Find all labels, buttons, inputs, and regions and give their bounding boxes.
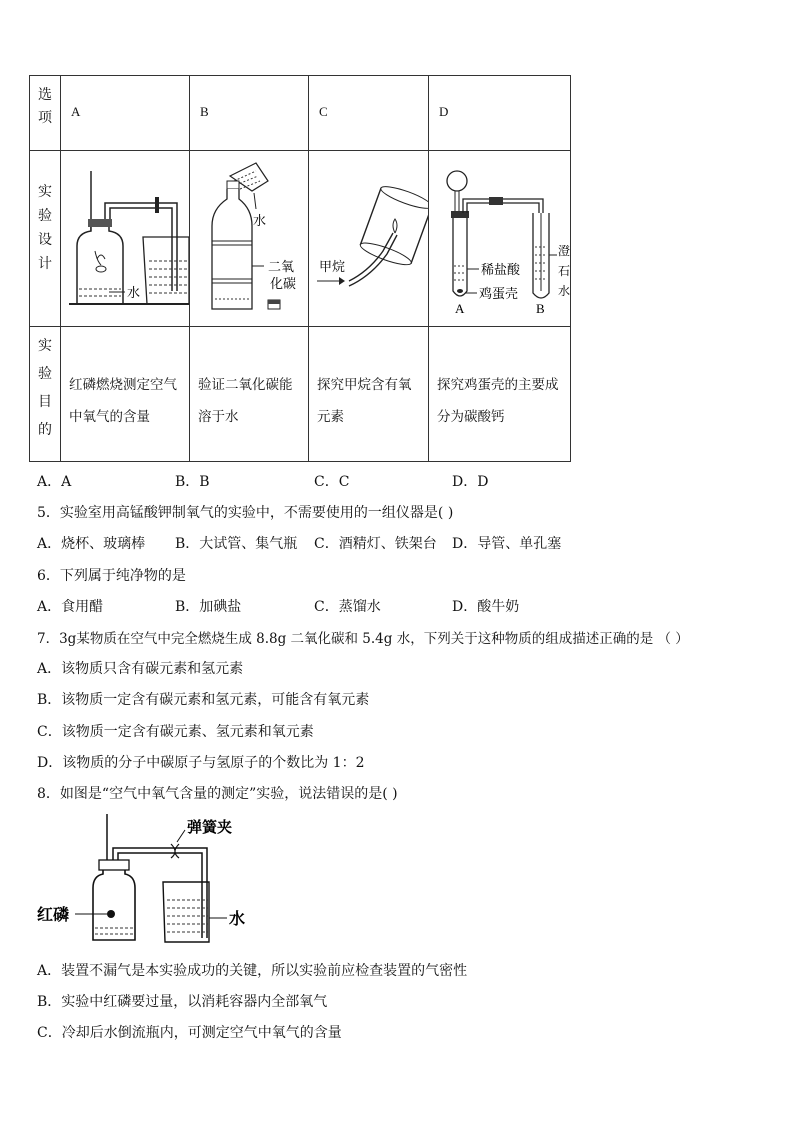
row-label-char: 实 [38, 338, 52, 354]
col-header-b: B [190, 76, 309, 151]
q7-option-b: B．该物质一定含有碳元素和氢元素，可能含有氧元素 [37, 692, 370, 708]
methane-label: 甲烷 [319, 260, 346, 275]
col-header-d: D [429, 76, 571, 151]
figure-cell-b [190, 151, 309, 327]
q5-option-d: D．导管、单孔塞 [452, 536, 562, 552]
tube-b-label: B [536, 301, 545, 316]
eggshell-label: 鸡蛋壳 [479, 287, 519, 302]
co2-label-line1: 二氧 [268, 260, 295, 275]
q6-option-c: C．蒸馏水 [314, 599, 381, 615]
limewater-label-1: 澄 [558, 244, 570, 258]
eggshell-figure [429, 151, 570, 326]
q7-stem: 7．3g某物质在空气中完全燃烧生成 8.8g 二氧化碳和 5.4g 水，下列关于这种物质的组成描述正确的是 （ ） [37, 631, 689, 647]
water-label: 水 [127, 286, 141, 301]
purpose-cell-a: 红磷燃烧测定空气中氧气的含量 [61, 327, 190, 462]
q8-option-c: C．冷却后水倒流瓶内，可测定空气中氧气的含量 [37, 1025, 342, 1041]
q8-apparatus-figure [37, 810, 257, 950]
row-label-char: 验 [38, 366, 52, 382]
co2-bottle-figure [190, 151, 308, 326]
water-label-b: 水 [253, 214, 267, 229]
phosphorus-label: 红磷 [37, 905, 70, 924]
q4-option-d: D．D [452, 474, 489, 490]
row-label-char: 的 [38, 422, 52, 438]
clip-label: 弹簧夹 [187, 818, 233, 836]
q8-option-b: B．实验中红磷要过量，以消耗容器内全部氧气 [37, 994, 328, 1010]
col-header-c: C [309, 76, 429, 151]
q4-option-b: B．B [175, 474, 210, 490]
co2-label-line2: 化碳 [270, 277, 297, 292]
figure-cell-a [61, 151, 190, 327]
q7-option-c: C．该物质一定含有碳元素、氢元素和氧元素 [37, 724, 314, 740]
row-label-purpose [30, 327, 61, 462]
figure-cell-d [429, 151, 571, 327]
table-purpose-row [30, 327, 571, 462]
q6-option-a: A．食用醋 [37, 599, 104, 615]
q7-option-a: A．该物质只含有碳元素和氢元素 [37, 661, 244, 677]
q5-option-b: B．大试管、集气瓶 [175, 536, 298, 552]
q7-option-d: D．该物质的分子中碳原子与氢原子的个数比为 1：2 [37, 755, 365, 771]
row-label-char: 选 [38, 87, 52, 103]
q6-option-b: B．加碘盐 [175, 599, 242, 615]
row-label-char: 项 [38, 110, 52, 126]
row-label-char: 目 [38, 394, 52, 410]
tube-a-label: A [455, 301, 465, 316]
purpose-cell-d: 探究鸡蛋壳的主要成分为碳酸钙 [429, 327, 571, 462]
q5-stem: 5．实验室用高锰酸钾制氧气的实验中，不需要使用的一组仪器是( ) [37, 505, 454, 521]
col-header-a: A [61, 76, 190, 151]
row-label-char: 验 [38, 208, 52, 224]
figure-cell-c [309, 151, 429, 327]
q8-option-a: A．装置不漏气是本实验成功的关键，所以实验前应检查装置的气密性 [37, 963, 468, 979]
q6-option-d: D．酸牛奶 [452, 599, 520, 615]
phosphorus-apparatus-figure [61, 151, 189, 326]
row-label-char: 实 [38, 184, 52, 200]
purpose-cell-c: 探究甲烷含有氧元素 [309, 327, 429, 462]
row-label-char: 设 [38, 232, 52, 248]
q4-option-a: A．A [37, 474, 72, 490]
table-figure-row [30, 151, 571, 327]
limewater-label-2: 石 [558, 264, 570, 278]
row-label-design [30, 151, 61, 327]
q8-stem: 8．如图是“空气中氧气含量的测定”实验，说法错误的是( ) [37, 786, 398, 802]
row-label-option [30, 76, 61, 151]
acid-label: 稀盐酸 [481, 263, 521, 278]
limewater-label-3: 水 [558, 284, 570, 298]
methane-figure [309, 151, 428, 326]
q5-option-a: A．烧杯、玻璃棒 [37, 536, 146, 552]
experiment-table [29, 75, 571, 462]
q4-option-c: C．C [314, 474, 350, 490]
q6-stem: 6．下列属于纯净物的是 [37, 568, 186, 584]
table-header-row [30, 76, 571, 151]
row-label-char: 计 [38, 256, 52, 272]
water-label-q8: 水 [229, 909, 246, 928]
purpose-cell-b: 验证二氧化碳能溶于水 [190, 327, 309, 462]
q5-option-c: C．酒精灯、铁架台 [314, 536, 437, 552]
